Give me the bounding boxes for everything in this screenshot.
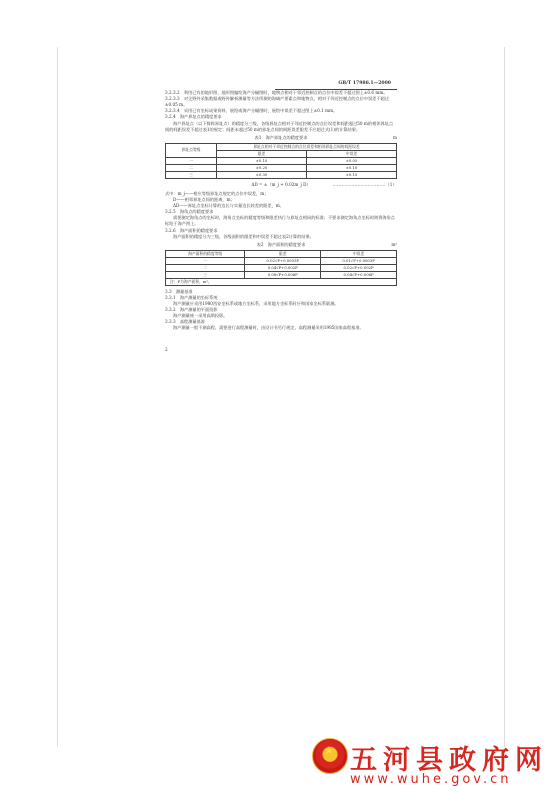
page-number: 2 [165,347,168,353]
formula-row [165,182,397,188]
table1-col-limit: 限差 [217,150,307,157]
table2-cell: 0.01√P+0.0003P [321,257,397,264]
paragraph: 3.2.3.4 采用已有坐标成果资料，展绘或海产分幅图时，展绘中误差不超过图上±0.1 mm。 [165,108,338,114]
national-emblem-icon [312,738,348,774]
table2-col-level: 海产面积的精度等级 [166,250,245,257]
table2-cell: 二 [166,264,245,271]
paragraph: 海产面积的精度分为三级，各级面积的限差和中误差不超过表2计算的结果。 [173,233,314,239]
paragraph: 海产测量应采用1980西安坐标系或地方坐标系，采用地方坐标系时应和国家坐标系联测。 [173,300,339,306]
watermark-url: www.wuhe.gov.cn [350,772,512,787]
table2-note: 注：P为海产面积，m²。 [166,278,397,285]
table2-unit: m² [391,241,397,247]
table-row [166,257,397,264]
table-row [166,164,397,171]
table1-cell: ±0.20 [217,164,307,171]
section-before [165,90,397,133]
paragraph: D——相邻界址点间的距离，m； [173,197,235,203]
paragraph: 3.2.4 海产界址点的精度要求 [165,114,222,120]
watermark-title: 五河县政府网 [350,745,548,776]
paragraph: 海产测量统一采用高斯投影。 [173,313,228,319]
table1-caption-row [165,135,397,141]
formula-number: ………………………………（1） [332,181,397,187]
table2 [165,250,397,286]
table-row [166,157,397,164]
table2-cell: 一 [166,257,245,264]
section-after [165,289,397,332]
table1-caption: 表1 海产界址点的精度要求 [254,134,308,140]
table1-cell: 三 [166,171,217,178]
table1 [165,143,397,179]
table-row [166,271,397,278]
table1-cell: ±0.10 [217,157,307,164]
table1-cell: 二 [166,164,217,171]
paragraph: 3.2.6 海产面积的精度要求 [165,227,218,233]
table1-cell: ±0.15 [307,171,397,178]
paragraph: 3.3.2 海产测量的平面投影 [165,307,218,313]
table1-level-header: 界址点等级 [166,143,217,157]
table2-cell: 0.04√P+0.006P [321,271,397,278]
table2-caption-row [165,242,397,248]
table2-cell: 0.04√P+0.002P [245,264,321,271]
paragraph: 海产界址点（以下简称界址点）的精度分三级，各级界址点相对于邻近控制点的点位误差和间距超过50 m的相邻界址点间的间距误差不超过表1的规定；间距未超过50 m的界址点间的间距误差限差不应超过式(1)的计算结果。 [165,120,394,132]
table1-col-error: 中误差 [307,150,397,157]
table2-cell: 三 [166,271,245,278]
paragraph: 海产测量一般不测高程，需要进行高程测量时，由设计书另行规定，高程测量采用1985国家高程基准。 [173,325,364,331]
section-middle [165,191,397,240]
table-row [166,264,397,271]
table2-cell: 0.08√P+0.006P [245,271,321,278]
paragraph: 3.3.1 海产测量的坐标系统 [165,294,218,300]
table1-cell: ±0.10 [307,164,397,171]
paragraph: 3.2.3.2 利用已有的地形图、地形图编绘海产分幅图时，地物点相对于邻近控制点的点位中误差不超过图上±0.6 mm。 [165,90,388,96]
table2-caption: 表2 海产面积的精度要求 [256,241,306,247]
table1-unit: m [393,134,397,140]
paragraph: 需要测定海角点的坐标时，海角点坐标的精度等级和限差执行与界址点相同的标准；不要求测定海角点坐标时则将海角点标绘于海产图上。 [165,215,395,227]
table-row [166,171,397,178]
table2-col-limit: 限差 [245,250,321,257]
table2-cell: 0.02√P+0.002P [321,264,397,271]
paragraph: 式中：m_j——相应等级界址点规定的点位中误差，m； [165,190,269,196]
paragraph: 3.2.3.3 对全野外采集数据或野外解析测量等方法所测的海域产要素点和地物点，相对于邻近控制点的点位中误差不超过±0.05 m。 [165,96,390,108]
table2-cell: 0.02√P+0.0003P [245,257,321,264]
document-page [165,81,397,354]
standard-header: GB/T 17986.1—2000 [275,81,397,90]
table1-group-header: 界址点相对于邻近控制点的点位误差和相邻界址点间的间距误差 [217,143,397,150]
paragraph: 3.3.3 高程测量基准 [165,319,205,325]
paragraph: ΔD——界址点坐标计算的边长与实量边长较差的限差，m。 [173,203,284,209]
paragraph: 3.2.5 海角点的精度要求 [165,209,214,215]
site-watermark [300,736,550,788]
table1-cell: ±0.05 [307,157,397,164]
table2-col-error: 中误差 [321,250,397,257]
table1-cell: ±0.30 [217,171,307,178]
table1-cell: 一 [166,157,217,164]
paragraph: 3.3 测量基准 [165,288,193,294]
formula: ΔD = ±（m_j + 0.02m_j D） [251,181,311,187]
